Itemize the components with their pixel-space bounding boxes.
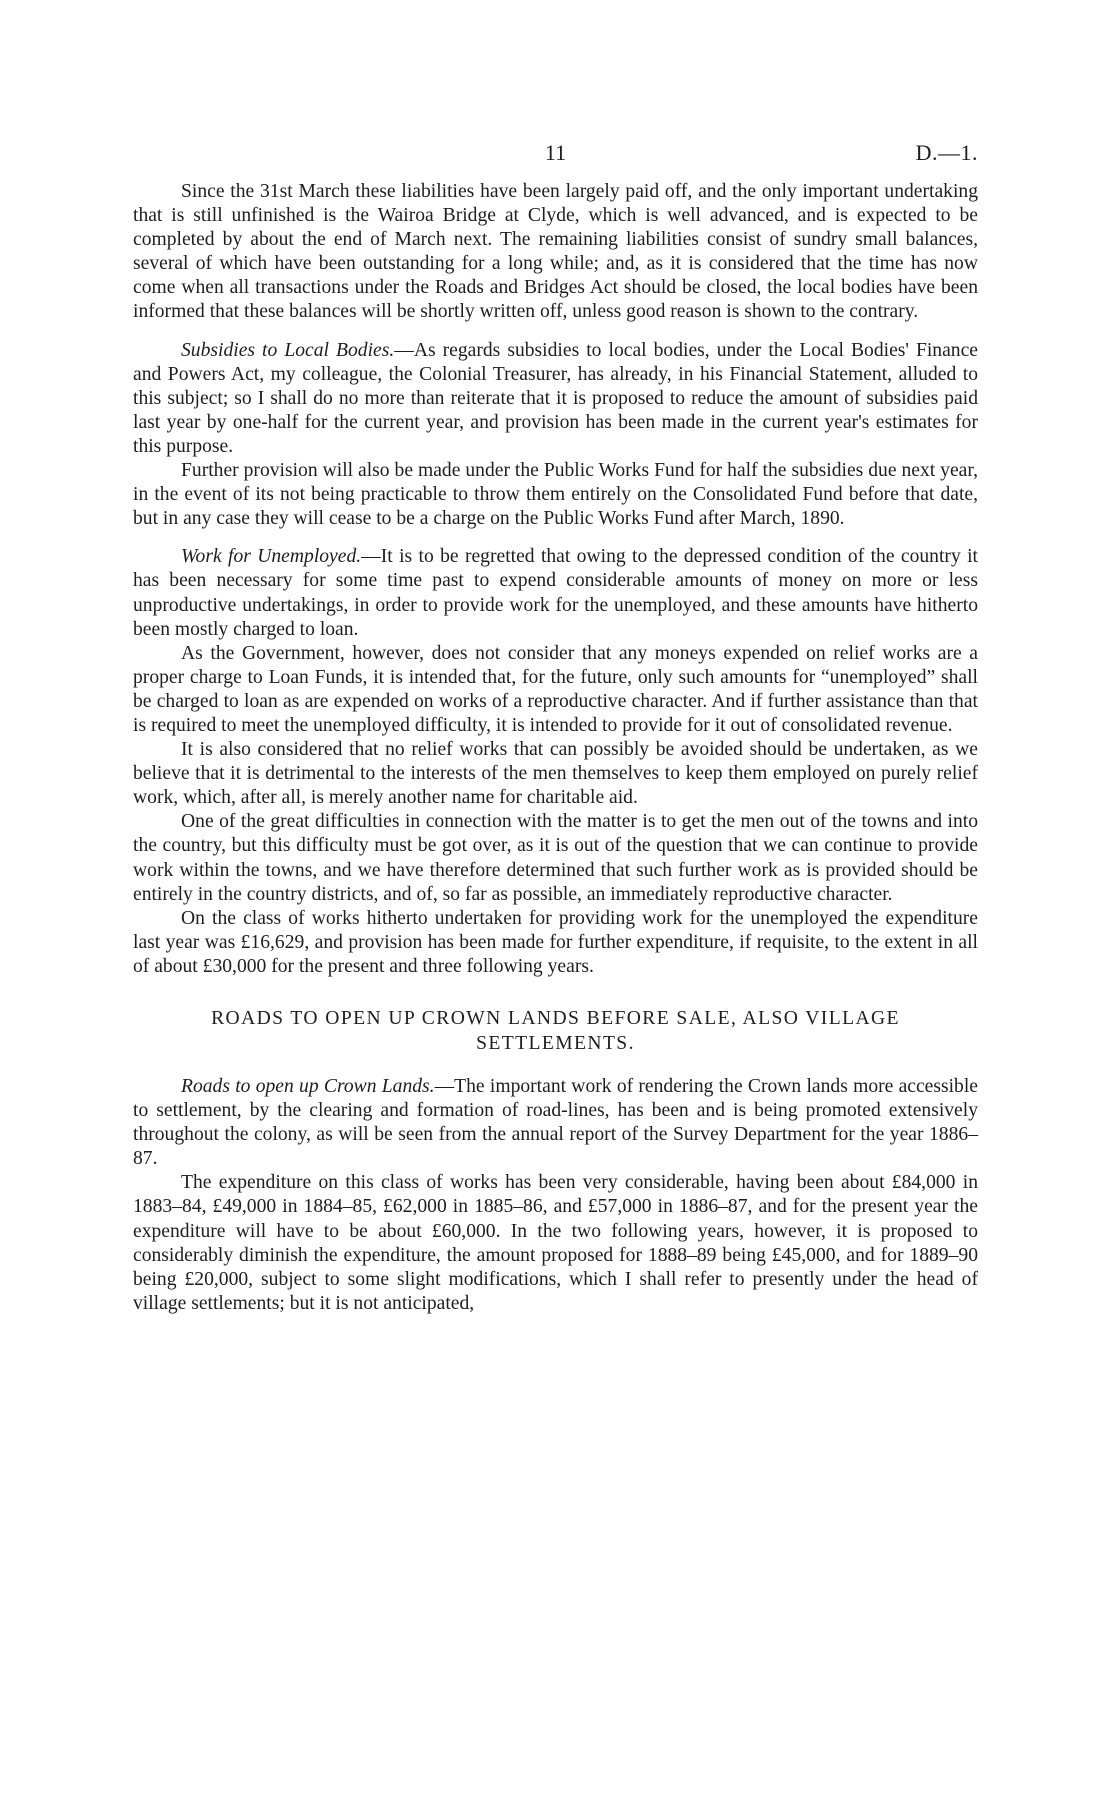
paragraph-unemployed (133, 545, 978, 641)
paragraph-country-work: One of the great difficulties in connection with the matter is to get the men out of the towns and into the country, but this difficulty must be got over, as it is out of the question that we can continue to provide work within the towns, and we have therefore determined that such further work as is provided should be entirely in the country districts, and of, so far as possible, an immediately reproductive character. (133, 811, 978, 905)
paragraph-liabilities: Since the 31st March these liabilities have been largely paid off, and the only important undertaking that is still unfinished is the Wairoa Bridge at Clyde, which is well advanced, and is expected to be completed by about the end of March next. The remaining liabilities consist of sundry small balances, several of which have been outstanding for a long while; and, as it is considered that the time has now come when all transactions under the Roads and Bridges Act should be closed, the local bodies have been informed that these balances will be shortly written off, unless good reason is shown to the contrary. (133, 181, 978, 323)
paragraph-relief-works: It is also considered that no relief works that can possibly be avoided should be undertaken, as we believe that it is detrimental to the interests of the men themselves to keep them employed on purely relief work, which, after all, is merely another name for charitable aid. (133, 739, 978, 809)
document-page (133, 140, 978, 1316)
run-in-heading-subsidies: Subsidies to Local Bodies. (181, 339, 395, 361)
paragraph-further-provision: Further provision will also be made under the Public Works Fund for half the subsidies due next year, in the event of its not being practicable to throw them entirely on the Consolidated Fund before that date, but in any case they will cease to be a charge on the Public Works Fund after March, 1890. (133, 460, 978, 530)
running-header (133, 140, 978, 174)
paragraph-expenditure-unemployed: On the class of works hitherto undertaken for providing work for the unemployed the expenditure last year was £16,629, and provision has been made for further expenditure, if requisite, to the extent in all of about £30,000 for the present and three following years. (133, 907, 978, 977)
page-number: 11 (544, 140, 567, 165)
run-in-heading-crown-lands: Roads to open up Crown Lands. (181, 1076, 435, 1097)
run-in-heading-unemployed: Work for Unemployed. (181, 546, 362, 568)
paragraph-loan-funds: As the Government, however, does not consider that any moneys expended on relief works are a proper charge to Loan Funds, it is intended that, for the future, only such amounts for “unemployed” shall be charged to loan as are expended on works of a reproductive character. And if further assistance than that is required to meet the unemployed difficulty, it is intended to provide for it out of consolidated revenue. (133, 642, 978, 736)
paragraph-subsidies (133, 339, 978, 459)
paragraph-crown-lands (133, 1075, 978, 1171)
section-heading: ROADS TO OPEN UP CROWN LANDS BEFORE SALE, ALSO VILLAGE SETTLEMENTS. (211, 1008, 900, 1054)
document-code: D.—1. (915, 140, 978, 165)
paragraph-text: —The important work of rendering the Crown lands more accessible to settlement, by the clearing and formation of road-lines, has been and is being promoted extensively throughout the colony, as will be seen from the annual report of the Survey Department for the year 1886–87. (133, 1076, 978, 1170)
body-text (133, 180, 978, 1316)
paragraph-road-expenditure: The expenditure on this class of works has been very considerable, having been about £84,000 in 1883–84, £49,000 in 1884–85, £62,000 in 1885–86, and £57,000 in 1886–87, and for the present year the expenditure will have to be about £60,000. In the two following years, however, it is proposed to considerably diminish the expenditure, the amount proposed for 1888–89 being £45,000, and for 1889–90 being £20,000, subject to some slight modifications, which I shall refer to presently under the head of village settlements; but it is not anticipated, (133, 1172, 978, 1314)
paragraph-text: —As regards subsidies to local bodies, under the Local Bodies' Finance and Powers Act, my colleague, the Colonial Treasurer, has already, in his Financial Statement, alluded to this subject; so I shall do no more than reiterate that it is proposed to reduce the amount of subsidies paid last year by one-half for the current year, and provision has been made in the current year's estimates for this purpose. (133, 339, 978, 457)
paragraph-text: —It is to be regretted that owing to the depressed condition of the country it has been necessary for some time past to expend considerable amounts of money on more or less unproductive undertakings, in order to provide work for the unemployed, and these amounts have hitherto been mostly charged to loan. (133, 546, 978, 640)
